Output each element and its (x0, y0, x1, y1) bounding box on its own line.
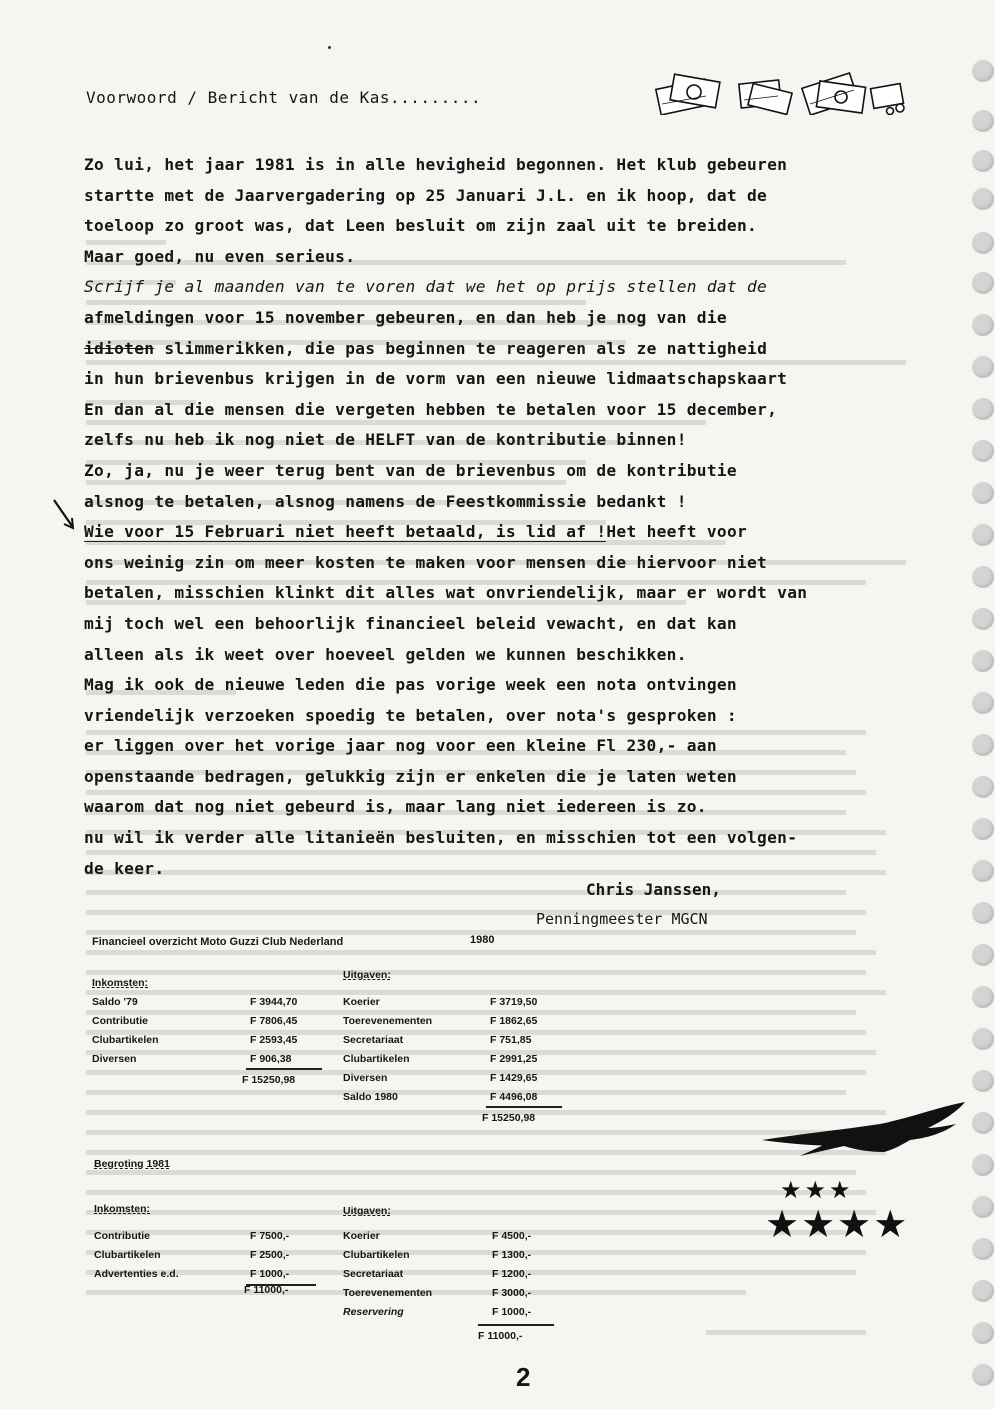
budget-expense-total: F 11000,- (478, 1330, 523, 1342)
budget-expense-amount: F 1000,- (492, 1306, 532, 1318)
letter-line (84, 334, 984, 365)
income-label: Clubartikelen (92, 1034, 159, 1046)
budget-income-amount: F 7500,- (250, 1230, 290, 1242)
money-bills-icon (650, 70, 915, 115)
budget-expense-amount: F 1200,- (492, 1268, 532, 1280)
letter-line: Mag ik ook de nieuwe leden die pas vorige week een nota ontvingen (84, 675, 737, 695)
binder-hole (972, 1280, 994, 1302)
binder-hole (972, 986, 994, 1008)
income-label: Saldo '79 (92, 996, 138, 1008)
binder-hole (972, 1154, 994, 1176)
expense-label: Diversen (343, 1072, 388, 1084)
binder-hole (972, 60, 994, 82)
expense-amount: F 2991,25 (490, 1053, 538, 1065)
budget-income-label: Advertenties e.d. (94, 1268, 179, 1280)
income-amount: F 3944,70 (250, 996, 298, 1008)
binder-hole (972, 1028, 994, 1050)
letter-line: Zo lui, het jaar 1981 is in alle hevigheid begonnen. Het klub gebeuren (84, 155, 788, 174)
income-total-rule (246, 1068, 322, 1070)
letter-line: waarom dat nog niet gebeurd is, maar lang niet iedereen is zo. (84, 797, 707, 817)
letter-line: alsnog te betalen, alsnog namens de Feestkommissie bedankt ! (84, 491, 687, 511)
budget-income-header: Inkomsten: (94, 1203, 151, 1215)
expense-label: Koerier (343, 996, 380, 1008)
income-total: F 15250,98 (242, 1074, 296, 1086)
budget-expense-label: Secretariaat (343, 1268, 404, 1280)
letter-line: ons weinig zin om meer kosten te maken voor mensen die hiervoor niet (84, 552, 768, 572)
stars-bottom: ★★★★ (765, 1202, 910, 1246)
letter-line: vriendelijk verzoeken spoedig te betalen, over nota's gesproken : (84, 705, 737, 725)
budget-title-block (94, 1155, 170, 1174)
budget-income-amount: F 1000,- (250, 1268, 290, 1280)
letter-line: mij toch wel een behoorlijk financieel beleid vewacht, en dat kan (84, 613, 737, 633)
letter-line: afmeldingen voor 15 november gebeuren, en dan heb je nog van die (84, 307, 727, 327)
letter-line-rest: slimmerikken, die pas beginnen te reageren als ze nattigheid (154, 338, 768, 358)
budget-income-label: Clubartikelen (94, 1249, 161, 1261)
binder-hole (972, 1112, 994, 1134)
expense-label: Clubartikelen (343, 1053, 410, 1065)
finance-income-labels (92, 974, 159, 1069)
budget-expense-label: Koerier (343, 1230, 380, 1242)
budget-expense-labels (343, 1202, 432, 1322)
binder-hole (972, 1070, 994, 1092)
income-amount: F 906,38 (250, 1053, 292, 1065)
page-number: 2 (516, 1362, 531, 1392)
letter-body (84, 150, 984, 884)
stars-top: ★★★ (780, 1176, 854, 1204)
binder-hole (972, 1238, 994, 1260)
budget-income-label: Contributie (94, 1230, 150, 1242)
expense-total: F 15250,98 (482, 1112, 536, 1124)
expense-label: Saldo 1980 (343, 1091, 398, 1103)
letter-line: toeloop zo groot was, dat Leen besluit om zijn zaal uit te breiden. (84, 216, 758, 236)
budget-expense-label: Toerevenementen (343, 1287, 433, 1299)
letter-line: Scrijf je al maanden van te voren dat we het op prijs stellen dat de (84, 277, 768, 297)
budget-income-amount: F 2500,- (250, 1249, 290, 1261)
hand-drawn-arrow-icon (52, 498, 78, 532)
finance-expense-amounts (490, 993, 537, 1107)
letter-line: in hun brievenbus krijgen in de vorm van een nieuwe lidmaatschapskaart (84, 369, 788, 389)
finance-expense-labels (343, 966, 432, 1107)
letter-line: startte met de Jaarvergadering op 25 Januari J.L. en ik hoop, dat de (84, 185, 768, 205)
budget-expense-label: Clubartikelen (343, 1249, 410, 1261)
signature-title: Penningmeester MGCN (536, 910, 708, 928)
expense-amount: F 3719,50 (490, 996, 538, 1008)
budget-income-labels (94, 1200, 179, 1284)
signature-name: Chris Janssen, (586, 880, 721, 899)
budget-expense-rule (478, 1324, 554, 1326)
budget-expense-amount: F 4500,- (492, 1230, 532, 1242)
finance-title: Financieel overzicht Moto Guzzi Club Nederland (92, 936, 344, 948)
expense-amount: F 4496,08 (490, 1091, 538, 1103)
expense-header: Uitgaven: (343, 969, 391, 981)
letter-line: En dan al die mensen die vergeten hebben te betalen voor 15 december, (84, 399, 778, 419)
section-title: Voorwoord / Bericht van de Kas......... (86, 88, 482, 107)
expense-amount: F 1429,65 (490, 1072, 538, 1084)
letter-line: de keer. (84, 858, 165, 878)
letter-line: Maar goed, nu even serieus. (84, 246, 356, 266)
letter-line: er liggen over het vorige jaar nog voor een kleine Fl 230,- aan (84, 736, 717, 756)
letter-line (84, 517, 984, 548)
budget-income-amounts (250, 1227, 289, 1284)
budget-expense-amount: F 1300,- (492, 1249, 532, 1261)
income-header: Inkomsten: (92, 977, 149, 989)
ink-speck (328, 46, 331, 49)
letter-line: betalen, misschien klinkt dit alles wat onvriendelijk, maar er wordt van (84, 583, 808, 603)
budget-title: Begroting 1981 (94, 1158, 170, 1170)
binder-hole (972, 1364, 994, 1386)
finance-year: 1980 (470, 934, 495, 946)
budget-expense-label: Reservering (343, 1306, 404, 1318)
letter-line: openstaande bedragen, gelukkig zijn er enkelen die je laten weten (84, 766, 737, 786)
income-label: Diversen (92, 1053, 137, 1065)
letter-line: nu wil ik verder alle litanieën besluiten, en misschien tot een volgen- (84, 828, 798, 848)
expense-label: Secretariaat (343, 1034, 404, 1046)
letter-line-rest: Het heeft voor (606, 522, 748, 542)
income-label: Contributie (92, 1015, 148, 1027)
expense-amount: F 1862,65 (490, 1015, 538, 1027)
budget-expense-amount: F 3000,- (492, 1287, 532, 1299)
income-amount: F 7806,45 (250, 1015, 298, 1027)
letter-line: alleen als ik weet over hoeveel gelden we kunnen beschikken. (84, 644, 687, 664)
budget-expense-amounts (492, 1227, 531, 1322)
binder-hole (972, 1196, 994, 1218)
letter-line: Zo, ja, nu je weer terug bent van de brievenbus om de kontributie (84, 460, 737, 480)
eagle-icon (760, 1100, 975, 1160)
budget-expense-header: Uitgaven: (343, 1205, 391, 1217)
binder-hole (972, 1322, 994, 1344)
letter-line: zelfs nu heb ik nog niet de HELFT van de kontributie binnen! (84, 430, 687, 450)
underlined-warning: Wie voor 15 Februari niet heeft betaald, is lid af ! (84, 522, 607, 542)
expense-amount: F 751,85 (490, 1034, 532, 1046)
expense-label: Toerevenementen (343, 1015, 433, 1027)
income-amount: F 2593,45 (250, 1034, 298, 1046)
finance-income-amounts (250, 993, 297, 1069)
struck-word: idioten (84, 338, 155, 358)
expense-total-rule (486, 1106, 562, 1108)
binder-hole (972, 110, 994, 132)
binder-hole (972, 902, 994, 924)
binder-hole (972, 944, 994, 966)
budget-income-total: F 11000,- (244, 1284, 289, 1296)
